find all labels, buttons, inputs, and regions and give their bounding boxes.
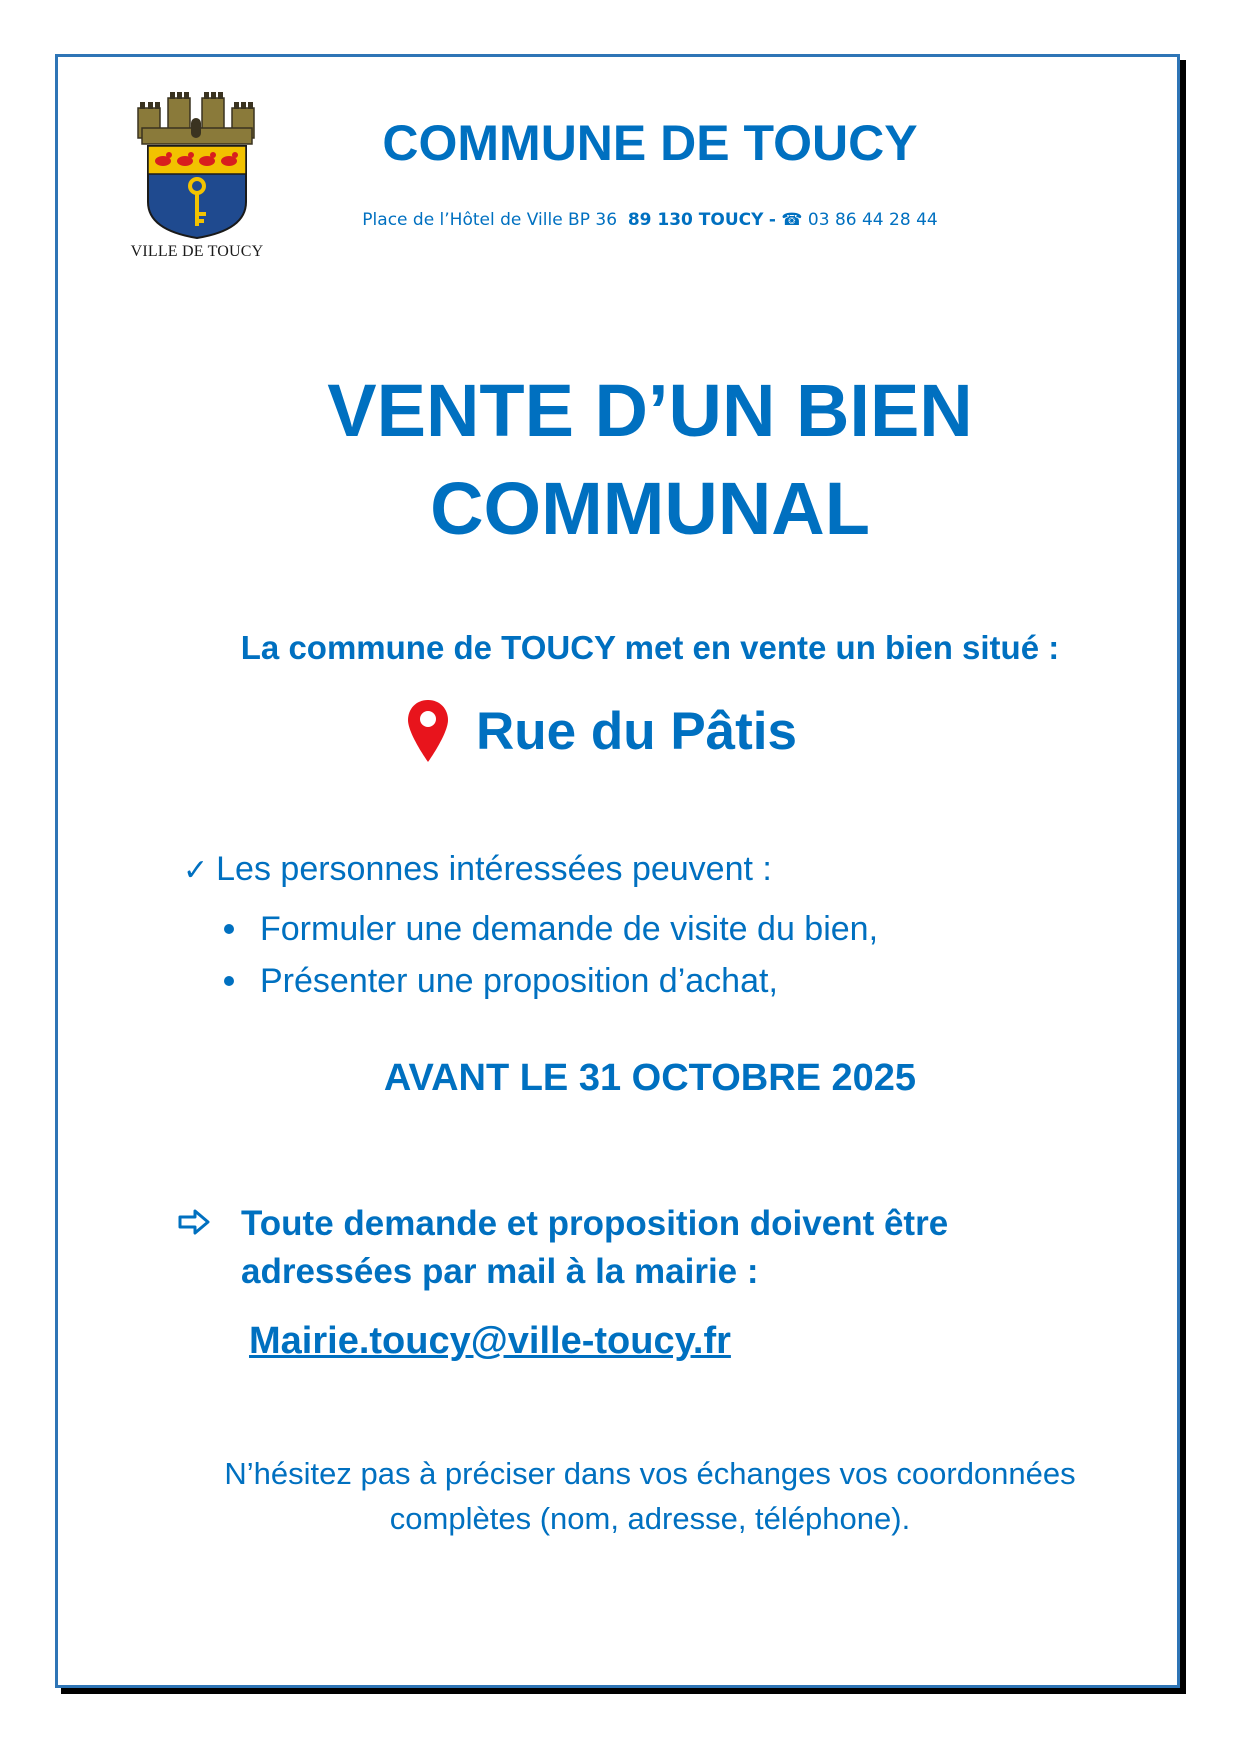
intro-text: La commune de TOUCY met en vente un bien situé : xyxy=(240,629,1060,666)
request-line1: Toute demande et proposition doivent être xyxy=(241,1204,949,1243)
list-item-text: Formuler une demande de visite du bien, xyxy=(260,910,879,948)
coat-of-arms-icon xyxy=(128,90,266,240)
actions-list xyxy=(220,903,878,1007)
crest-caption: VILLE DE TOUCY xyxy=(130,243,264,260)
interested-lead-text: Les personnes intéressées peuvent : xyxy=(216,850,772,888)
location xyxy=(406,696,797,766)
interested-lead xyxy=(183,850,772,889)
address-separator: - xyxy=(768,210,776,230)
commune-title: COMMUNE DE TOUCY xyxy=(382,115,918,171)
list-item-text: Présenter une proposition d’achat, xyxy=(260,962,778,1000)
main-title-line2: COMMUNAL xyxy=(430,467,870,550)
address-postal: 89 130 TOUCY xyxy=(627,210,764,230)
request-text xyxy=(241,1200,1061,1296)
list-item xyxy=(220,955,878,1007)
bullet-icon xyxy=(224,976,234,986)
address-line xyxy=(300,210,1000,230)
checkmark-icon: ✓ xyxy=(183,853,209,888)
main-title xyxy=(200,362,1100,558)
map-pin-icon xyxy=(406,698,450,764)
list-item xyxy=(220,903,878,955)
note-line2: complètes (nom, adresse, téléphone). xyxy=(389,1501,911,1536)
email-link[interactable]: Mairie.toucy@ville-toucy.fr xyxy=(249,1320,731,1362)
bullet-icon xyxy=(224,924,234,934)
contact-note xyxy=(180,1451,1120,1541)
location-label: Rue du Pâtis xyxy=(476,701,798,761)
arrow-right-icon xyxy=(177,1208,211,1236)
phone-number: 03 86 44 28 44 xyxy=(807,210,938,230)
deadline: AVANT LE 31 OCTOBRE 2025 xyxy=(383,1057,917,1099)
note-line1: N’hésitez pas à préciser dans vos échanges vos coordonnées xyxy=(224,1456,1076,1491)
main-title-line1: VENTE D’UN BIEN xyxy=(327,369,973,452)
phone-icon: ☎ xyxy=(781,210,803,230)
crest-logo xyxy=(128,90,266,266)
address-street: Place de l’Hôtel de Ville BP 36 xyxy=(362,210,618,230)
request-line2: adressées par mail à la mairie : xyxy=(241,1252,759,1291)
